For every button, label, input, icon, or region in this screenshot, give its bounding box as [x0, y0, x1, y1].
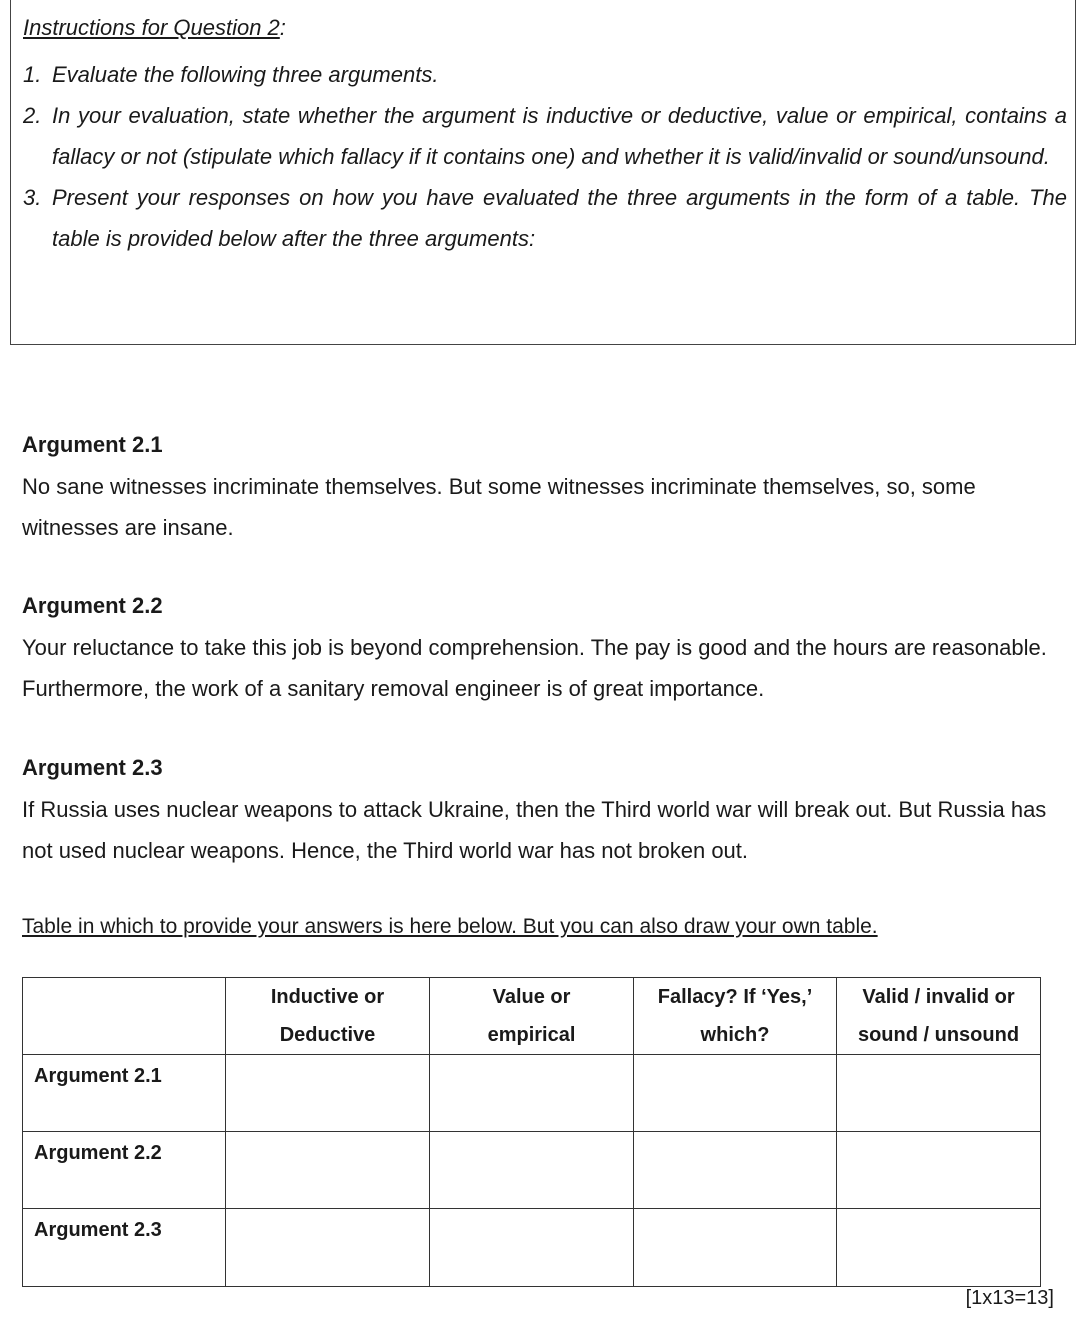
instruction-item-3	[23, 177, 1067, 259]
answer-cell[interactable]	[634, 1055, 837, 1132]
instruction-number: 1.	[23, 62, 42, 87]
header-line: which?	[700, 1024, 770, 1046]
answer-cell[interactable]	[430, 1055, 634, 1132]
answer-cell[interactable]	[226, 1055, 430, 1132]
header-line: Fallacy? If ‘Yes,’	[657, 986, 813, 1008]
answer-cell[interactable]	[430, 1132, 634, 1209]
answer-cell[interactable]	[634, 1209, 837, 1287]
argument-2-3	[22, 753, 1068, 871]
row-label: Argument 2.2	[23, 1132, 226, 1209]
answer-cell[interactable]	[837, 1055, 1041, 1132]
argument-text: No sane witnesses incriminate themselves. But some witnesses incriminate themselves, so, some witnesses are insane.	[22, 474, 976, 540]
instruction-text: Evaluate the following three arguments.	[52, 62, 439, 87]
marks-allocation: [1x13=13]	[965, 1287, 1054, 1309]
instructions-title-suffix: :	[279, 15, 286, 40]
argument-title: Argument 2.1	[22, 432, 163, 457]
answer-cell[interactable]	[226, 1209, 430, 1287]
argument-title: Argument 2.3	[22, 755, 163, 780]
argument-text: Your reluctance to take this job is beyond comprehension. The pay is good and the hours are reasonable. Furthermore, the work of a sanitary removal engineer is of great importance.	[22, 635, 1047, 701]
header-line: empirical	[487, 1024, 576, 1046]
table-note: Table in which to provide your answers is here below. But you can also draw your own table.	[22, 915, 878, 938]
answer-cell[interactable]	[226, 1132, 430, 1209]
answer-table	[22, 977, 1041, 1287]
table-row	[23, 1055, 1041, 1132]
instruction-number: 2.	[23, 103, 42, 128]
instruction-text: Present your responses on how you have evaluated the three arguments in the form of a table. The table is provided below after the three arguments:	[52, 185, 1067, 251]
table-row	[23, 1132, 1041, 1209]
row-label: Argument 2.1	[23, 1055, 226, 1132]
answer-cell[interactable]	[837, 1132, 1041, 1209]
header-line: Value or	[492, 986, 571, 1008]
argument-title: Argument 2.2	[22, 593, 163, 618]
instruction-item-2	[23, 95, 1067, 177]
instructions-box	[10, 0, 1076, 345]
header-fallacy	[634, 978, 837, 1055]
answer-cell[interactable]	[634, 1132, 837, 1209]
instructions-list	[23, 54, 1067, 259]
instruction-number: 3.	[23, 185, 42, 210]
argument-text: If Russia uses nuclear weapons to attack Ukraine, then the Third world war will break out. But Russia has not used nuclear weapons. Hence, the Third world war has not broken out.	[22, 797, 1047, 863]
header-valid-sound	[837, 978, 1041, 1055]
table-header-row	[23, 978, 1041, 1055]
header-empty-cell	[23, 978, 226, 1055]
instruction-text: In your evaluation, state whether the argument is inductive or deductive, value or empirical, contains a fallacy or not (stipulate which fallacy if it contains one) and whether it is valid/invalid or sound/unsound.	[52, 103, 1067, 169]
header-line: sound / unsound	[857, 1024, 1020, 1046]
header-inductive-deductive	[226, 978, 430, 1055]
instructions-title	[23, 13, 286, 43]
instruction-item-1	[23, 54, 1067, 95]
header-value-empirical	[430, 978, 634, 1055]
row-label: Argument 2.3	[23, 1209, 226, 1287]
argument-2-1	[22, 430, 1068, 548]
answer-cell[interactable]	[837, 1209, 1041, 1287]
answer-cell[interactable]	[430, 1209, 634, 1287]
instructions-title-text: Instructions for Question 2	[23, 15, 280, 40]
table-row	[23, 1209, 1041, 1287]
header-line: Deductive	[279, 1024, 376, 1046]
argument-2-2	[22, 591, 1068, 709]
header-line: Inductive or	[270, 986, 385, 1008]
header-line: Valid / invalid or	[862, 986, 1015, 1008]
